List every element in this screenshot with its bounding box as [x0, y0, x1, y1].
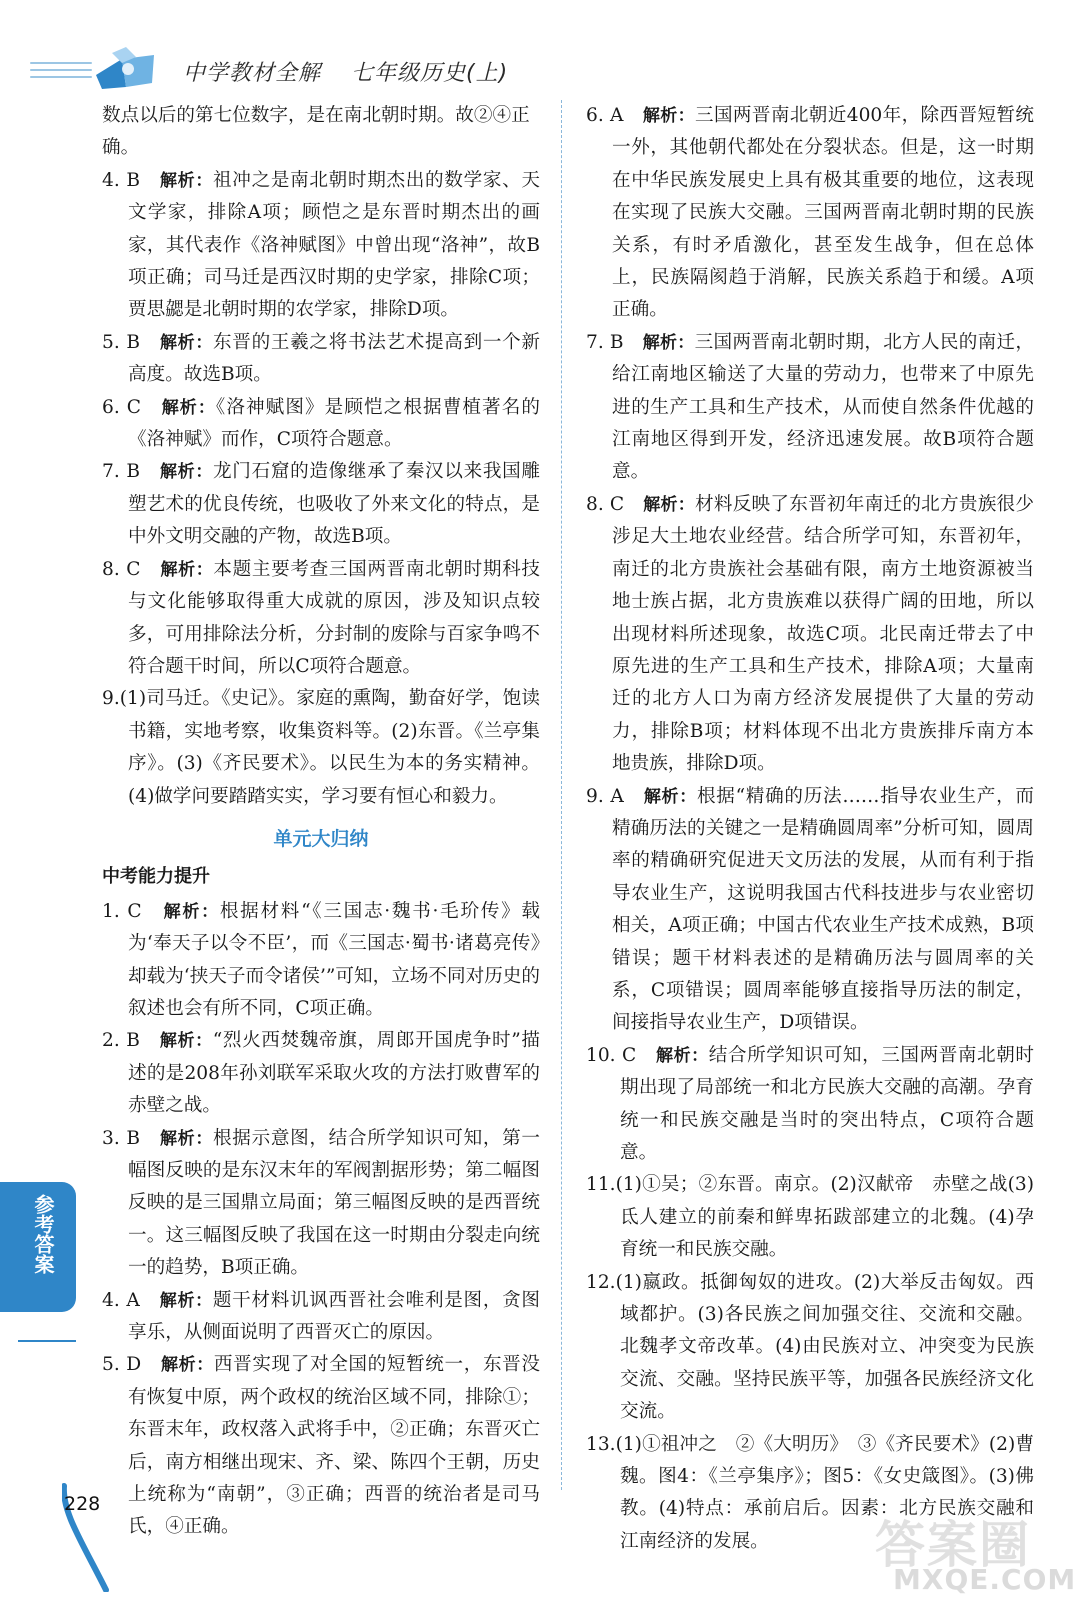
analysis-label: 解析：: [642, 332, 695, 353]
answer-number: 4. A: [102, 1289, 140, 1311]
answer-item: [586, 489, 1034, 781]
header-title: [183, 56, 508, 87]
answer-item: [586, 327, 1034, 489]
answer-number: 8. C: [102, 558, 141, 580]
answer-text: 《洛神赋图》是顾恺之根据曹植著名的《洛神赋》而作，C项符合题意。: [128, 396, 540, 451]
answer-number: 1. C: [102, 900, 142, 922]
answer-text: 材料反映了东晋初年南迁的北方贵族很少涉足大土地农业经营。结合所学可知，东晋初年，南迁的北方贵族社会基础有限，南方土地资源被当地士族占据，北方贵族难以获得广阔的田地，所以出现材料所述现象，故选C项。北民南迁带去了中原先进的生产工具和生产技术，排除A项；大量南迁的北方人口为南方经济发展提供了大量的劳动力，排除B项；材料体现不出北方贵族排斥南方本地贵族，排除D项。: [612, 493, 1034, 775]
answer-text: (1)①吴；②东晋。南京。(2)汉献帝 赤壁之战(3)氐人建立的前秦和鲜卑拓跋部建立的北魏。(4)孕育统一和民族交融。: [615, 1174, 1034, 1261]
analysis-label: 解析：: [159, 170, 214, 191]
analysis-label: 解析：: [642, 106, 695, 126]
answer-number: 5. D: [102, 1354, 142, 1376]
answer-number: 9.: [102, 688, 120, 710]
header-decor-lines: [30, 62, 92, 83]
answer-item: [586, 1169, 1034, 1266]
answer-item: [102, 392, 540, 457]
answer-number: 6. C: [102, 396, 141, 418]
answer-item: [586, 1040, 1034, 1170]
answer-item: [102, 165, 540, 327]
column-divider: [561, 100, 562, 1490]
answer-number: 2. B: [102, 1030, 140, 1052]
answer-item: [102, 1285, 540, 1350]
analysis-label: 解析：: [643, 494, 696, 515]
continued-text: 数点以后的第七位数字，是在南北朝时期。故②④正确。: [102, 105, 530, 159]
answer-text: (1)司马迁。《史记》。家庭的熏陶，勤奋好学，饱读书籍，实地考察，收集资料等。(2)东晋。《兰亭集序》。(3)《齐民要术》。以民生为本的务实精神。(4)做学问要踏踏实实，学习要有恒心和毅力。: [119, 688, 540, 807]
analysis-label: 解析：: [159, 462, 214, 483]
answer-text: 根据示意图，结合所学知识可知，第一幅图反映的是东汉末年的军阀割据形势；第二幅图反映的是三国鼎立局面；第三幅图反映的是西晋统一。这三幅图反映了我国在这一时期由分裂走向统一的趋势，B项正确。: [128, 1127, 540, 1279]
side-tab-underline: [18, 1340, 76, 1342]
answer-text: “烈火西焚魏帝旗，周郎开国虎争时”描述的是208年孙刘联军采取火攻的方法打败曹军的赤壁之战。: [128, 1030, 540, 1117]
answer-text: 西晋实现了对全国的短暂统一，东晋没有恢复中原，两个政权的统治区域不同，排除①；东晋末年，政权落入武将手中，②正确；东晋灭亡后，南方相继出现宋、齐、梁、陈四个王朝，历史上统称为“南朝”，③正确；西晋的统治者是司马氏，④正确。: [128, 1354, 540, 1538]
answer-text: 东晋的王羲之将书法艺术提高到一个新高度。故选B项。: [128, 331, 540, 386]
sub-section-title: 中考能力提升: [102, 866, 210, 888]
answer-item: [586, 1267, 1034, 1429]
answer-number: 7. B: [586, 331, 624, 353]
answer-number: 7. B: [102, 461, 140, 483]
analysis-label: 解析：: [161, 1355, 214, 1376]
analysis-label: 解析：: [159, 332, 214, 353]
analysis-label: 解析：: [160, 559, 214, 580]
answer-number: 4. B: [102, 169, 140, 191]
answer-item: [102, 896, 540, 1026]
analysis-label: 解析：: [161, 397, 216, 418]
watermark-url: MXQE.COM: [893, 1563, 1077, 1596]
answer-text: 根据“精确的历法……指导农业生产，而精确历法的关键之一是精确圆周率”分析可知，圆周率的精确研究促进天文历法的发展，从而有利于指导农业生产，这说明我国古代科技进步与农业密切相关，A项正确；中国古代农业生产技术成熟，B项错误；题干材料表述的是精确历法与圆周率的关系，C项错误；圆周率能够直接指导历法的制定，间接指导农业生产，D项错误。: [612, 785, 1034, 1034]
answer-item: [102, 683, 540, 813]
answer-number: 13.: [586, 1433, 616, 1455]
analysis-label: 解析：: [163, 901, 220, 922]
answer-item: [586, 100, 1034, 327]
answer-number: 12.: [586, 1271, 616, 1293]
analysis-label: 解析：: [656, 1045, 709, 1066]
analysis-label: 解析：: [159, 1290, 213, 1311]
answer-number: 10. C: [586, 1044, 637, 1066]
page-header: [0, 0, 1083, 95]
section-title: 单元大归纳: [273, 827, 369, 850]
answer-item: [102, 327, 540, 392]
answer-number: 5. B: [102, 331, 140, 353]
side-tab-label: 参考答案: [31, 1194, 55, 1274]
answer-text: 三国两晋南北朝时期，北方人民的南迁，给江南地区输送了大量的劳动力，也带来了中原先进的生产工具和生产技术，从而使自然条件优越的江南地区得到开发，经济迅速发展。故B项符合题意。: [612, 331, 1034, 483]
answer-text: 题干材料讥讽西晋社会唯利是图，贪图享乐，从侧面说明了西晋灭亡的原因。: [128, 1289, 540, 1344]
analysis-label: 解析：: [643, 786, 697, 807]
answer-item: [586, 781, 1034, 1040]
answer-number: 6. A: [586, 105, 624, 126]
answer-text: 根据材料“《三国志·魏书·毛玠传》载为‘奉天子以令不臣’，而《三国志·蜀书·诸葛亮传》却载为‘挟天子而令诸侯’”可知，立场不同对历史的叙述也会有所不同，C项正确。: [128, 900, 541, 1019]
analysis-label: 解析：: [159, 1128, 214, 1149]
answer-number: 3. B: [102, 1127, 140, 1149]
answer-item: [102, 554, 540, 684]
watermark-title: 答案圈: [875, 1516, 1031, 1574]
analysis-label: 解析：: [159, 1031, 213, 1052]
right-column: [586, 100, 1034, 1558]
answer-text: (1)嬴政。抵御匈奴的进攻。(2)大举反击匈奴。西域都护。(3)各民族之间加强交往、交流和交融。北魏孝文帝改革。(4)由民族对立、冲突变为民族交流、交融。坚持民族平等，加强各民族经济文化交流。: [615, 1271, 1034, 1423]
left-column: [102, 100, 540, 1544]
answer-text: 结合所学知识可知，三国两晋南北朝时期出现了局部统一和北方民族大交融的高潮。孕育统一和民族交融是当时的突出特点，C项符合题意。: [620, 1044, 1034, 1163]
book-logo-icon: [92, 45, 160, 91]
answer-item: [102, 456, 540, 553]
answer-item: [102, 1025, 540, 1122]
answer-item: [102, 1123, 540, 1285]
answer-number: 9. A: [586, 785, 624, 807]
watermark-logo: [865, 1505, 1075, 1597]
answer-text: (1)①祖冲之 ②《大明历》 ③《齐民要术》(2)曹魏。图4：《兰亭集序》；图5：《女史箴图》。(3)佛教。(4)特点：承前启后。因素：北方民族交融和江南经济的发展。: [615, 1433, 1034, 1552]
page-number: 228: [64, 1493, 101, 1515]
answer-text: 三国两晋南北朝近400年，除西晋短暂统一外，其他朝代都处在分裂状态。但是，这一时期在中华民族发展史上具有极其重要的地位，这表现在实现了民族大交融。三国两晋南北朝时期的民族关系，有时矛盾激化，甚至发生战争，但在总体上，民族隔阂趋于消解，民族关系趋于和缓。A项正确。: [612, 105, 1034, 321]
answer-text: 祖冲之是南北朝时期杰出的数学家、天文学家，排除A项；顾恺之是东晋时期杰出的画家，其代表作《洛神赋图》中曾出现“洛神”，故B项正确；司马迁是西汉时期的史学家，排除C项；贾思勰是北朝时期的农学家，排除D项。: [128, 169, 540, 321]
book-title: 中学教材全解: [183, 61, 322, 86]
answer-number: 8. C: [586, 493, 625, 515]
answer-side-tab: [0, 1182, 76, 1312]
answer-number: 11.: [586, 1174, 616, 1196]
book-subtitle: 七年级历史(上): [351, 61, 509, 86]
answer-text: 本题主要考查三国两晋南北朝时期科技与文化能够取得重大成就的原因，涉及知识点较多，可用排除法分析，分封制的废除与百家争鸣不符合题干时间，所以C项符合题意。: [128, 558, 540, 677]
answer-item: [102, 1349, 540, 1543]
answer-text: 龙门石窟的造像继承了秦汉以来我国雕塑艺术的优良传统，也吸收了外来文化的特点，是中外文明交融的产物，故选B项。: [128, 461, 540, 548]
